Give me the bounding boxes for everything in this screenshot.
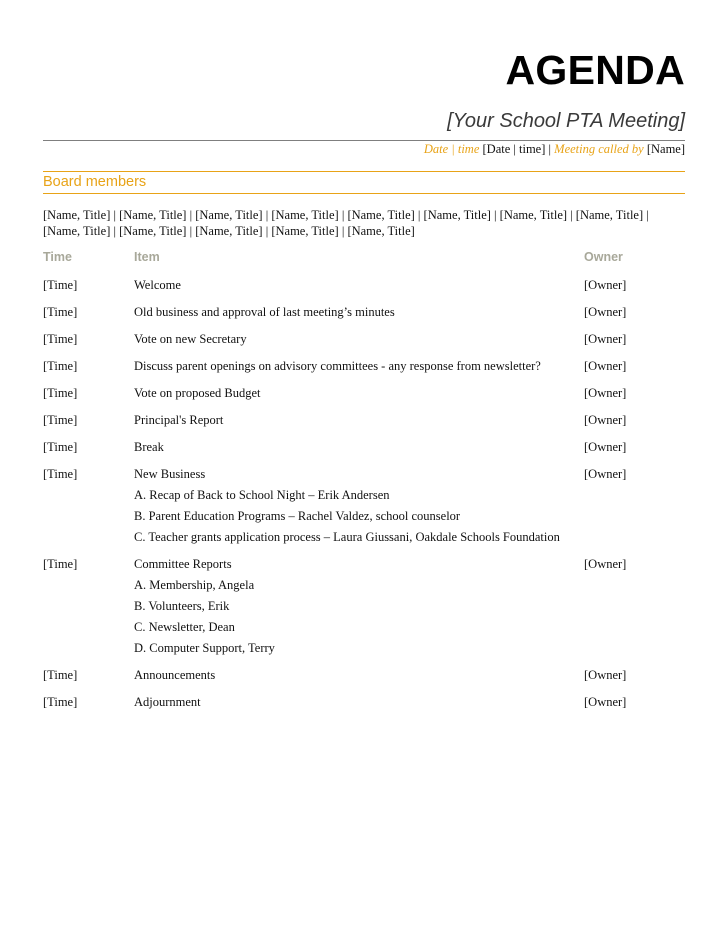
row-time: [Time] [43, 305, 78, 319]
row-owner: [Owner] [584, 440, 627, 454]
row-owner: [Owner] [584, 305, 627, 319]
row-item: Adjournment [134, 695, 201, 709]
date-value: [Date | time] [482, 142, 546, 156]
column-header-time: Time [43, 250, 72, 264]
row-time: [Time] [43, 557, 78, 571]
row-time: [Time] [43, 467, 78, 481]
row-time: [Time] [43, 695, 78, 709]
row-time: [Time] [43, 359, 78, 373]
row-owner: [Owner] [584, 386, 627, 400]
row-owner: [Owner] [584, 413, 627, 427]
column-header-owner: Owner [584, 250, 623, 264]
called-by-label: Meeting called by [554, 142, 644, 156]
called-by-value: [Name] [646, 142, 685, 156]
row-item: Old business and approval of last meeting’s minutes [134, 305, 395, 319]
row-item: Vote on proposed Budget [134, 386, 261, 400]
board-members-line-1: [Name, Title] | [Name, Title] | [Name, Title] | [Name, Title] | [Name, Title] | [Name, Title] | [Name, Title] | [Name, Title] | [43, 208, 649, 222]
row-time: [Time] [43, 440, 78, 454]
row-time: [Time] [43, 386, 78, 400]
meeting-subtitle: [Your School PTA Meeting] [447, 110, 685, 132]
row-item: Discuss parent openings on advisory committees - any response from newsletter? [134, 359, 541, 373]
row-item: New Business [134, 467, 206, 481]
row-time: [Time] [43, 668, 78, 682]
row-time: [Time] [43, 278, 78, 292]
section-bottom-rule [43, 193, 685, 194]
row-owner: [Owner] [584, 467, 627, 481]
meeting-meta [424, 143, 685, 156]
row-owner: [Owner] [584, 695, 627, 709]
row-item: Vote on new Secretary [134, 332, 247, 346]
column-header-item: Item [134, 250, 160, 264]
row-subitem: A. Membership, Angela [134, 578, 255, 592]
board-members-heading: Board members [43, 174, 147, 190]
row-owner: [Owner] [584, 359, 627, 373]
row-item: Break [134, 440, 164, 454]
row-item: Welcome [134, 278, 181, 292]
row-item: Committee Reports [134, 557, 232, 571]
title-divider [43, 140, 685, 141]
row-owner: [Owner] [584, 557, 627, 571]
section-top-rule [43, 171, 685, 172]
row-time: [Time] [43, 413, 78, 427]
row-subitem: C. Newsletter, Dean [134, 620, 235, 634]
row-subitem: B. Parent Education Programs – Rachel Valdez, school counselor [134, 509, 461, 523]
row-subitem: C. Teacher grants application process – Laura Giussani, Oakdale Schools Foundation [134, 530, 560, 544]
date-label: Date | time [423, 142, 480, 156]
row-subitem: D. Computer Support, Terry [134, 641, 275, 655]
row-owner: [Owner] [584, 278, 627, 292]
board-members-list [43, 207, 663, 239]
row-subitem: A. Recap of Back to School Night – Erik Andersen [134, 488, 390, 502]
row-item: Announcements [134, 668, 216, 682]
page-title: AGENDA [505, 47, 685, 93]
meta-separator: | [545, 142, 555, 156]
row-item: Principal's Report [134, 413, 224, 427]
row-owner: [Owner] [584, 332, 627, 346]
row-subitem: B. Volunteers, Erik [134, 599, 230, 613]
row-owner: [Owner] [584, 668, 627, 682]
board-members-line-2: [Name, Title] | [Name, Title] | [Name, Title] | [Name, Title] | [Name, Title] [43, 224, 415, 238]
row-time: [Time] [43, 332, 78, 346]
